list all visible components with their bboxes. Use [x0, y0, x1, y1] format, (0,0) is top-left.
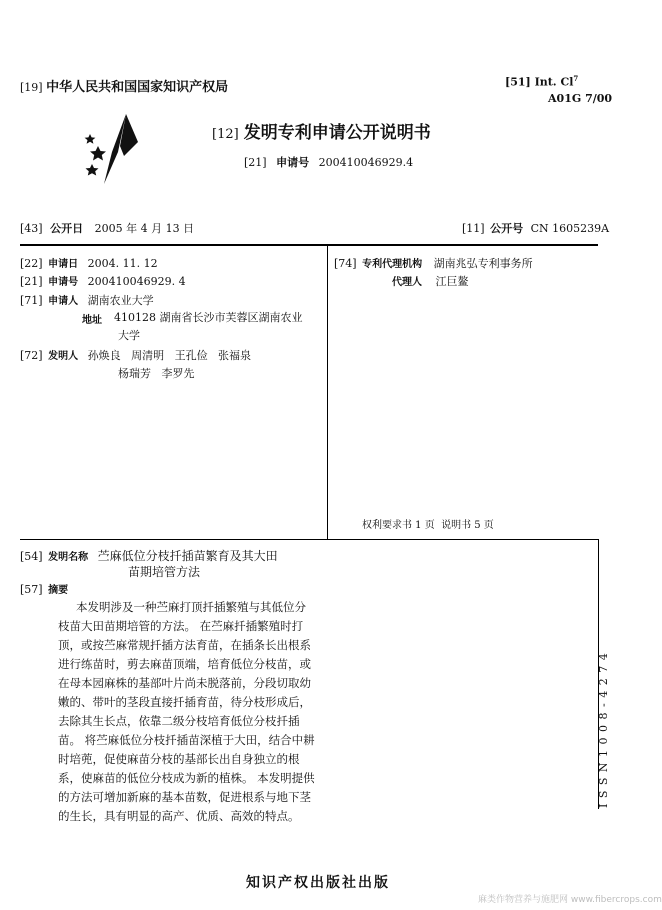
inventor-code: [72]	[20, 349, 43, 362]
inventors-line2: 杨瑞芳 李罗先	[118, 367, 195, 380]
pub-date-code: [43]	[20, 222, 43, 235]
address-line2: 大学	[118, 329, 140, 342]
title-line2: 苗期培管方法	[128, 565, 201, 579]
issn-number: I S S N 1 0 0 8 - 4 2 7 4	[597, 652, 610, 808]
title-code: [54]	[20, 550, 43, 563]
intcl-line	[505, 74, 578, 89]
application-number-row	[20, 273, 186, 288]
abstract-line: 枝苗大田苗期培管的方法。 在苎麻扦插繁殖时打	[58, 619, 304, 633]
abstract-line: 的方法可增加新麻的基本苗数，促进根系与地下茎	[58, 790, 311, 804]
abstract-heading	[20, 581, 68, 596]
abstract-line: 系，使麻苗的低位分枝成为新的植株。 本发明提供	[58, 771, 315, 785]
abstract-line: 进行练苗时，剪去麻苗顶端，培育低位分枝苗，或	[58, 657, 311, 671]
title-line1: 苎麻低位分枝扦插苗繁育及其大田	[97, 549, 278, 563]
abstract-line: 本发明涉及一种苎麻打顶扦插繁殖与其低位分	[76, 600, 306, 614]
agency-row	[334, 255, 533, 271]
top-rule	[20, 244, 598, 246]
appno-code: [21]	[244, 156, 267, 169]
appno-value: 200410046929.4	[318, 156, 414, 169]
column-divider	[327, 246, 328, 539]
agent-label: 代理人	[392, 277, 422, 288]
abstract-body	[58, 598, 315, 826]
intcl-sup: 7	[573, 74, 579, 83]
app-label: 申请号	[48, 277, 79, 288]
office-name: 中华人民共和国国家知识产权局	[46, 80, 229, 95]
pub-no-line	[462, 220, 609, 236]
agency-code: [74]	[334, 257, 357, 270]
abstract-line: 时培蔸，促使麻苗分枝的基部长出自身独立的根	[58, 752, 300, 766]
pub-date-label: 公开日	[50, 222, 84, 235]
invention-title-row	[20, 547, 278, 564]
site-watermark: 麻类作物营养与施肥网 www.fibercrops.com	[478, 895, 662, 905]
inventor-label: 发明人	[48, 351, 79, 362]
inventor-row	[20, 347, 251, 363]
appno-label: 申请号	[276, 156, 310, 169]
abstract-line: 在母本园麻株的基部叶片尚未脱落前，分段切取幼	[58, 676, 311, 690]
pub-no-code: [11]	[462, 222, 485, 235]
agent-value: 江巨鳌	[435, 275, 469, 288]
doc-title: 发明专利申请公开说明书	[243, 123, 431, 143]
abstract-code: [57]	[20, 583, 43, 596]
office-code: [19]	[20, 81, 43, 94]
abstract-line: 苗。 将苎麻低位分枝扦插苗深植于大田，结合中耕	[58, 733, 315, 747]
abstract-line: 嫩的、带叶的茎段直接扦插育苗，待分枝形成后，	[58, 695, 311, 709]
inventors-line1: 孙焕良 周清明 王孔俭 张福泉	[87, 349, 252, 362]
abstract-label: 摘要	[48, 585, 69, 596]
title-label: 发明名称	[48, 552, 89, 563]
pub-no-value: CN 1605239A	[530, 222, 610, 235]
doc-code: [12]	[212, 127, 239, 142]
publisher: 知识产权出版社出版	[246, 875, 390, 891]
app-value: 200410046929. 4	[87, 275, 186, 288]
app-code: [21]	[20, 275, 43, 288]
pub-no-label: 公开号	[490, 222, 524, 235]
filing-value: 2004. 11. 12	[87, 257, 158, 270]
intcl-code: [51]	[505, 75, 531, 89]
agency-label: 专利代理机构	[362, 259, 423, 270]
abstract-line: 去除其生长点，依靠二级分枝培育低位分枝扦插	[58, 714, 300, 728]
agent-row	[392, 273, 469, 289]
cnipa-emblem-icon	[78, 112, 150, 190]
filing-date-row	[20, 255, 158, 270]
pub-date-line	[20, 220, 194, 236]
intcl-value: A01G 7/00	[548, 92, 613, 105]
filing-label: 申请日	[48, 259, 79, 270]
appno-line	[244, 154, 413, 170]
address-label: 地址	[82, 315, 102, 326]
applicant-value: 湖南农业大学	[87, 294, 154, 307]
page-count: 权利要求书 1 页 说明书 5 页	[362, 520, 494, 531]
abstract-line: 顶，或按苎麻常规扦插方法育苗，在插条长出根系	[58, 638, 311, 652]
doc-title-line	[212, 118, 431, 143]
intcl-label: Int. Cl	[534, 75, 574, 89]
office-line	[20, 76, 228, 95]
pub-date-value: 2005 年 4 月 13 日	[94, 222, 195, 235]
applicant-code: [71]	[20, 294, 43, 307]
address-line1: 410128 湖南省长沙市芙蓉区湖南农业	[114, 311, 303, 324]
abstract-line: 的生长，具有明显的高产、优质、高效的特点。	[58, 809, 300, 823]
applicant-label: 申请人	[48, 296, 79, 307]
applicant-row	[20, 292, 154, 308]
filing-code: [22]	[20, 257, 43, 270]
middle-rule	[20, 539, 598, 540]
agency-value: 湖南兆弘专利事务所	[433, 257, 533, 270]
